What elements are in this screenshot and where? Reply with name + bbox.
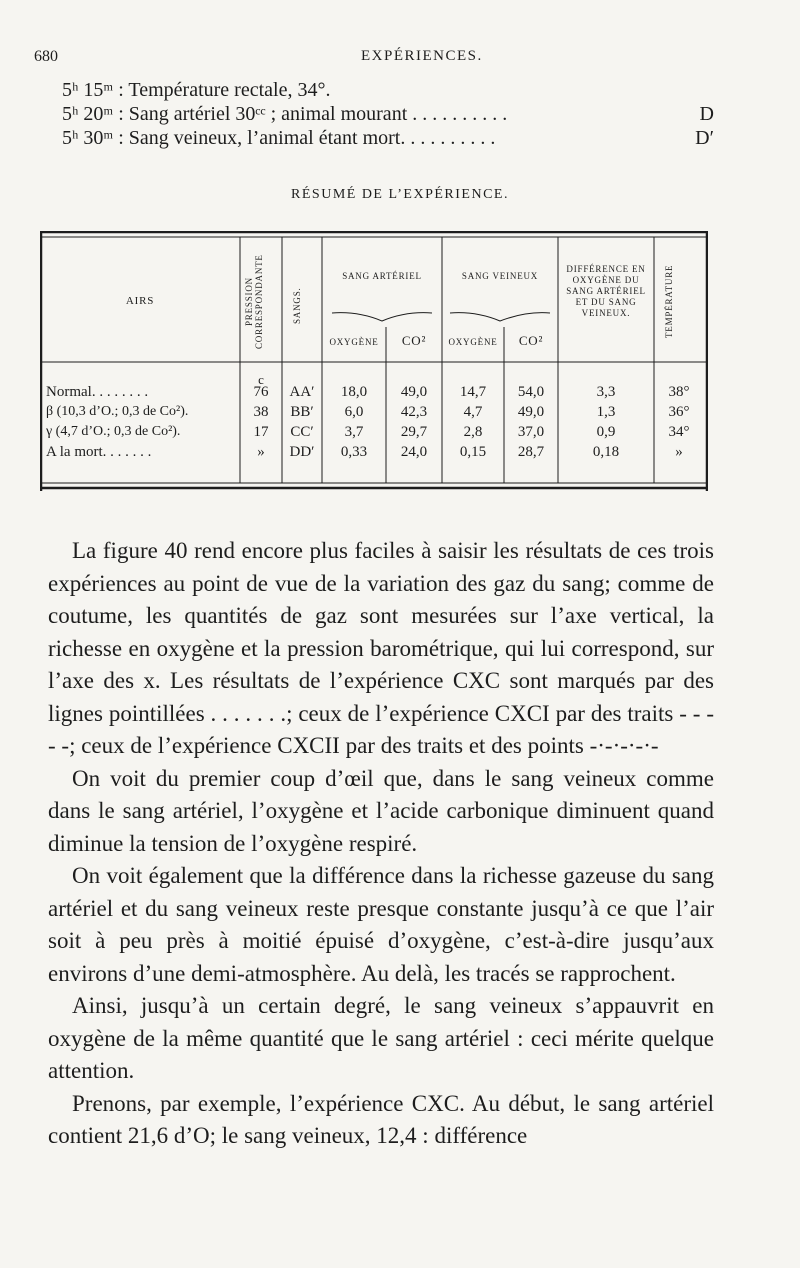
row-co2-arteriel: 29,7 bbox=[400, 424, 428, 440]
log-line bbox=[62, 78, 714, 102]
row-air: Normal. . . . . . . . bbox=[46, 384, 149, 400]
row-sangs: AA′ bbox=[289, 384, 315, 400]
row-oxygene-arteriel: 0,33 bbox=[340, 444, 368, 460]
row-co2-veineux: 54,0 bbox=[517, 384, 545, 400]
row-difference: 0,9 bbox=[596, 424, 616, 440]
log-line-mark: D′ bbox=[695, 127, 714, 149]
row-difference: 1,3 bbox=[596, 404, 616, 420]
page-number: 680 bbox=[34, 48, 58, 65]
log-line-text: 5ʰ 20ᵐ : Sang artériel 30ᶜᶜ ; animal mourant . . . . . . . . . . bbox=[62, 103, 508, 125]
unit-c: c bbox=[258, 372, 264, 387]
paragraph: On voit du premier coup d’œil que, dans le sang veineux comme dans le sang artériel, l’oxygène et l’acide carbonique diminuent quand diminue la tension de l’oxygène respiré. bbox=[48, 765, 714, 856]
row-air: A la mort. . . . . . . bbox=[46, 444, 152, 460]
row-temperature: » bbox=[675, 444, 683, 460]
row-co2-arteriel: 24,0 bbox=[400, 444, 428, 460]
row-pression: 76 bbox=[253, 384, 269, 400]
row-temperature: 38° bbox=[668, 384, 690, 400]
sang-arteriel-header: SANG ARTÉRIEL bbox=[342, 271, 422, 281]
row-oxygene-veineux: 14,7 bbox=[459, 384, 487, 400]
page-header bbox=[34, 48, 724, 70]
experiment-log bbox=[62, 78, 714, 150]
row-co2-veineux: 49,0 bbox=[517, 404, 545, 420]
paragraph: On voit également que la différence dans la richesse gazeuse du sang artériel et du sang veineux reste presque constante jusqu’à ce que l’air soit à peu près à moitié épuisé d’oxygène, c’est-à-dire jusqu’aux environs d’une demi-atmosphère. Au delà, les tracés se rapprochent. bbox=[48, 863, 714, 986]
body-text bbox=[48, 535, 714, 1153]
row-pression: » bbox=[257, 444, 265, 460]
log-line-mark: D bbox=[699, 103, 714, 125]
temperature-header: TEMPÉRATURE bbox=[664, 264, 674, 338]
row-temperature: 34° bbox=[668, 424, 690, 440]
row-pression: 38 bbox=[253, 404, 269, 420]
log-line bbox=[62, 102, 714, 126]
airs-header: AIRS bbox=[125, 295, 155, 307]
sangs-header: SANGS. bbox=[292, 287, 302, 325]
log-line-text: 5ʰ 15ᵐ : Température rectale, 34°. bbox=[62, 79, 331, 101]
row-co2-arteriel: 42,3 bbox=[400, 404, 428, 420]
row-air: γ (4,7 d’O.; 0,3 de Co²). bbox=[46, 424, 181, 439]
row-difference: 0,18 bbox=[592, 444, 620, 460]
pression-header: PRESSION CORRESPONDANTE bbox=[244, 254, 264, 350]
row-sangs: DD′ bbox=[289, 444, 315, 460]
co2-veineux-header: CO² bbox=[518, 333, 544, 348]
paragraph: La figure 40 rend encore plus faciles à saisir les résultats de ces trois expériences au point de vue de la variation des gaz du sang; comme de coutume, les quantités de gaz sont mesurées sur l’axe vertical, la richesse en oxygène et la pression barométrique, qui lui correspond, sur l’axe des x. Les résultats de l’expérience CXC sont marqués par des lignes pointillées . . . . . . .; ceux de l’expérience CXCI par des traits - - - - -; ceux de l’expérience CXCII par des traits et des points -·-·-·-·- bbox=[48, 538, 714, 758]
row-difference: 3,3 bbox=[596, 384, 616, 400]
row-oxygene-arteriel: 18,0 bbox=[340, 384, 368, 400]
row-sangs: CC′ bbox=[290, 424, 314, 440]
row-oxygene-veineux: 0,15 bbox=[459, 444, 487, 460]
co2-arteriel-header: CO² bbox=[401, 333, 427, 348]
difference-header: DIFFÉRENCE EN OXYGÈNE DU SANG ARTÉRIEL ET DU SANG VEINEUX. bbox=[566, 264, 646, 318]
sang-veineux-header: SANG VEINEUX bbox=[461, 271, 539, 281]
oxygene-arteriel-header: OXYGÈNE bbox=[329, 337, 379, 347]
row-pression: 17 bbox=[253, 424, 269, 440]
row-oxygene-arteriel: 6,0 bbox=[344, 404, 364, 420]
row-temperature: 36° bbox=[668, 404, 690, 420]
table-title: RÉSUMÉ DE L’EXPÉRIENCE. bbox=[291, 187, 509, 202]
row-oxygene-veineux: 4,7 bbox=[463, 404, 483, 420]
log-line-text: 5ʰ 30ᵐ : Sang veineux, l’animal étant mort. . . . . . . . . . bbox=[62, 127, 496, 149]
row-air: β (10,3 d’O.; 0,3 de Co²). bbox=[46, 404, 189, 419]
summary-table bbox=[40, 231, 708, 491]
row-co2-veineux: 37,0 bbox=[517, 424, 545, 440]
paragraph: Ainsi, jusqu’à un certain degré, le sang veineux s’appauvrit en oxygène de la même quantité que le sang artériel : ceci mérite quelque attention. bbox=[48, 993, 714, 1083]
row-co2-veineux: 28,7 bbox=[517, 444, 545, 460]
row-oxygene-arteriel: 3,7 bbox=[344, 424, 364, 440]
row-oxygene-veineux: 2,8 bbox=[463, 424, 483, 440]
oxygene-veineux-header: OXYGÈNE bbox=[448, 337, 498, 347]
row-sangs: BB′ bbox=[290, 404, 314, 420]
row-co2-arteriel: 49,0 bbox=[400, 384, 428, 400]
running-title: EXPÉRIENCES. bbox=[361, 48, 483, 64]
log-line bbox=[62, 126, 714, 150]
paragraph: Prenons, par exemple, l’expérience CXC. Au début, le sang artériel contient 21,6 d’O; le sang veineux, 12,4 : différence bbox=[48, 1090, 714, 1148]
